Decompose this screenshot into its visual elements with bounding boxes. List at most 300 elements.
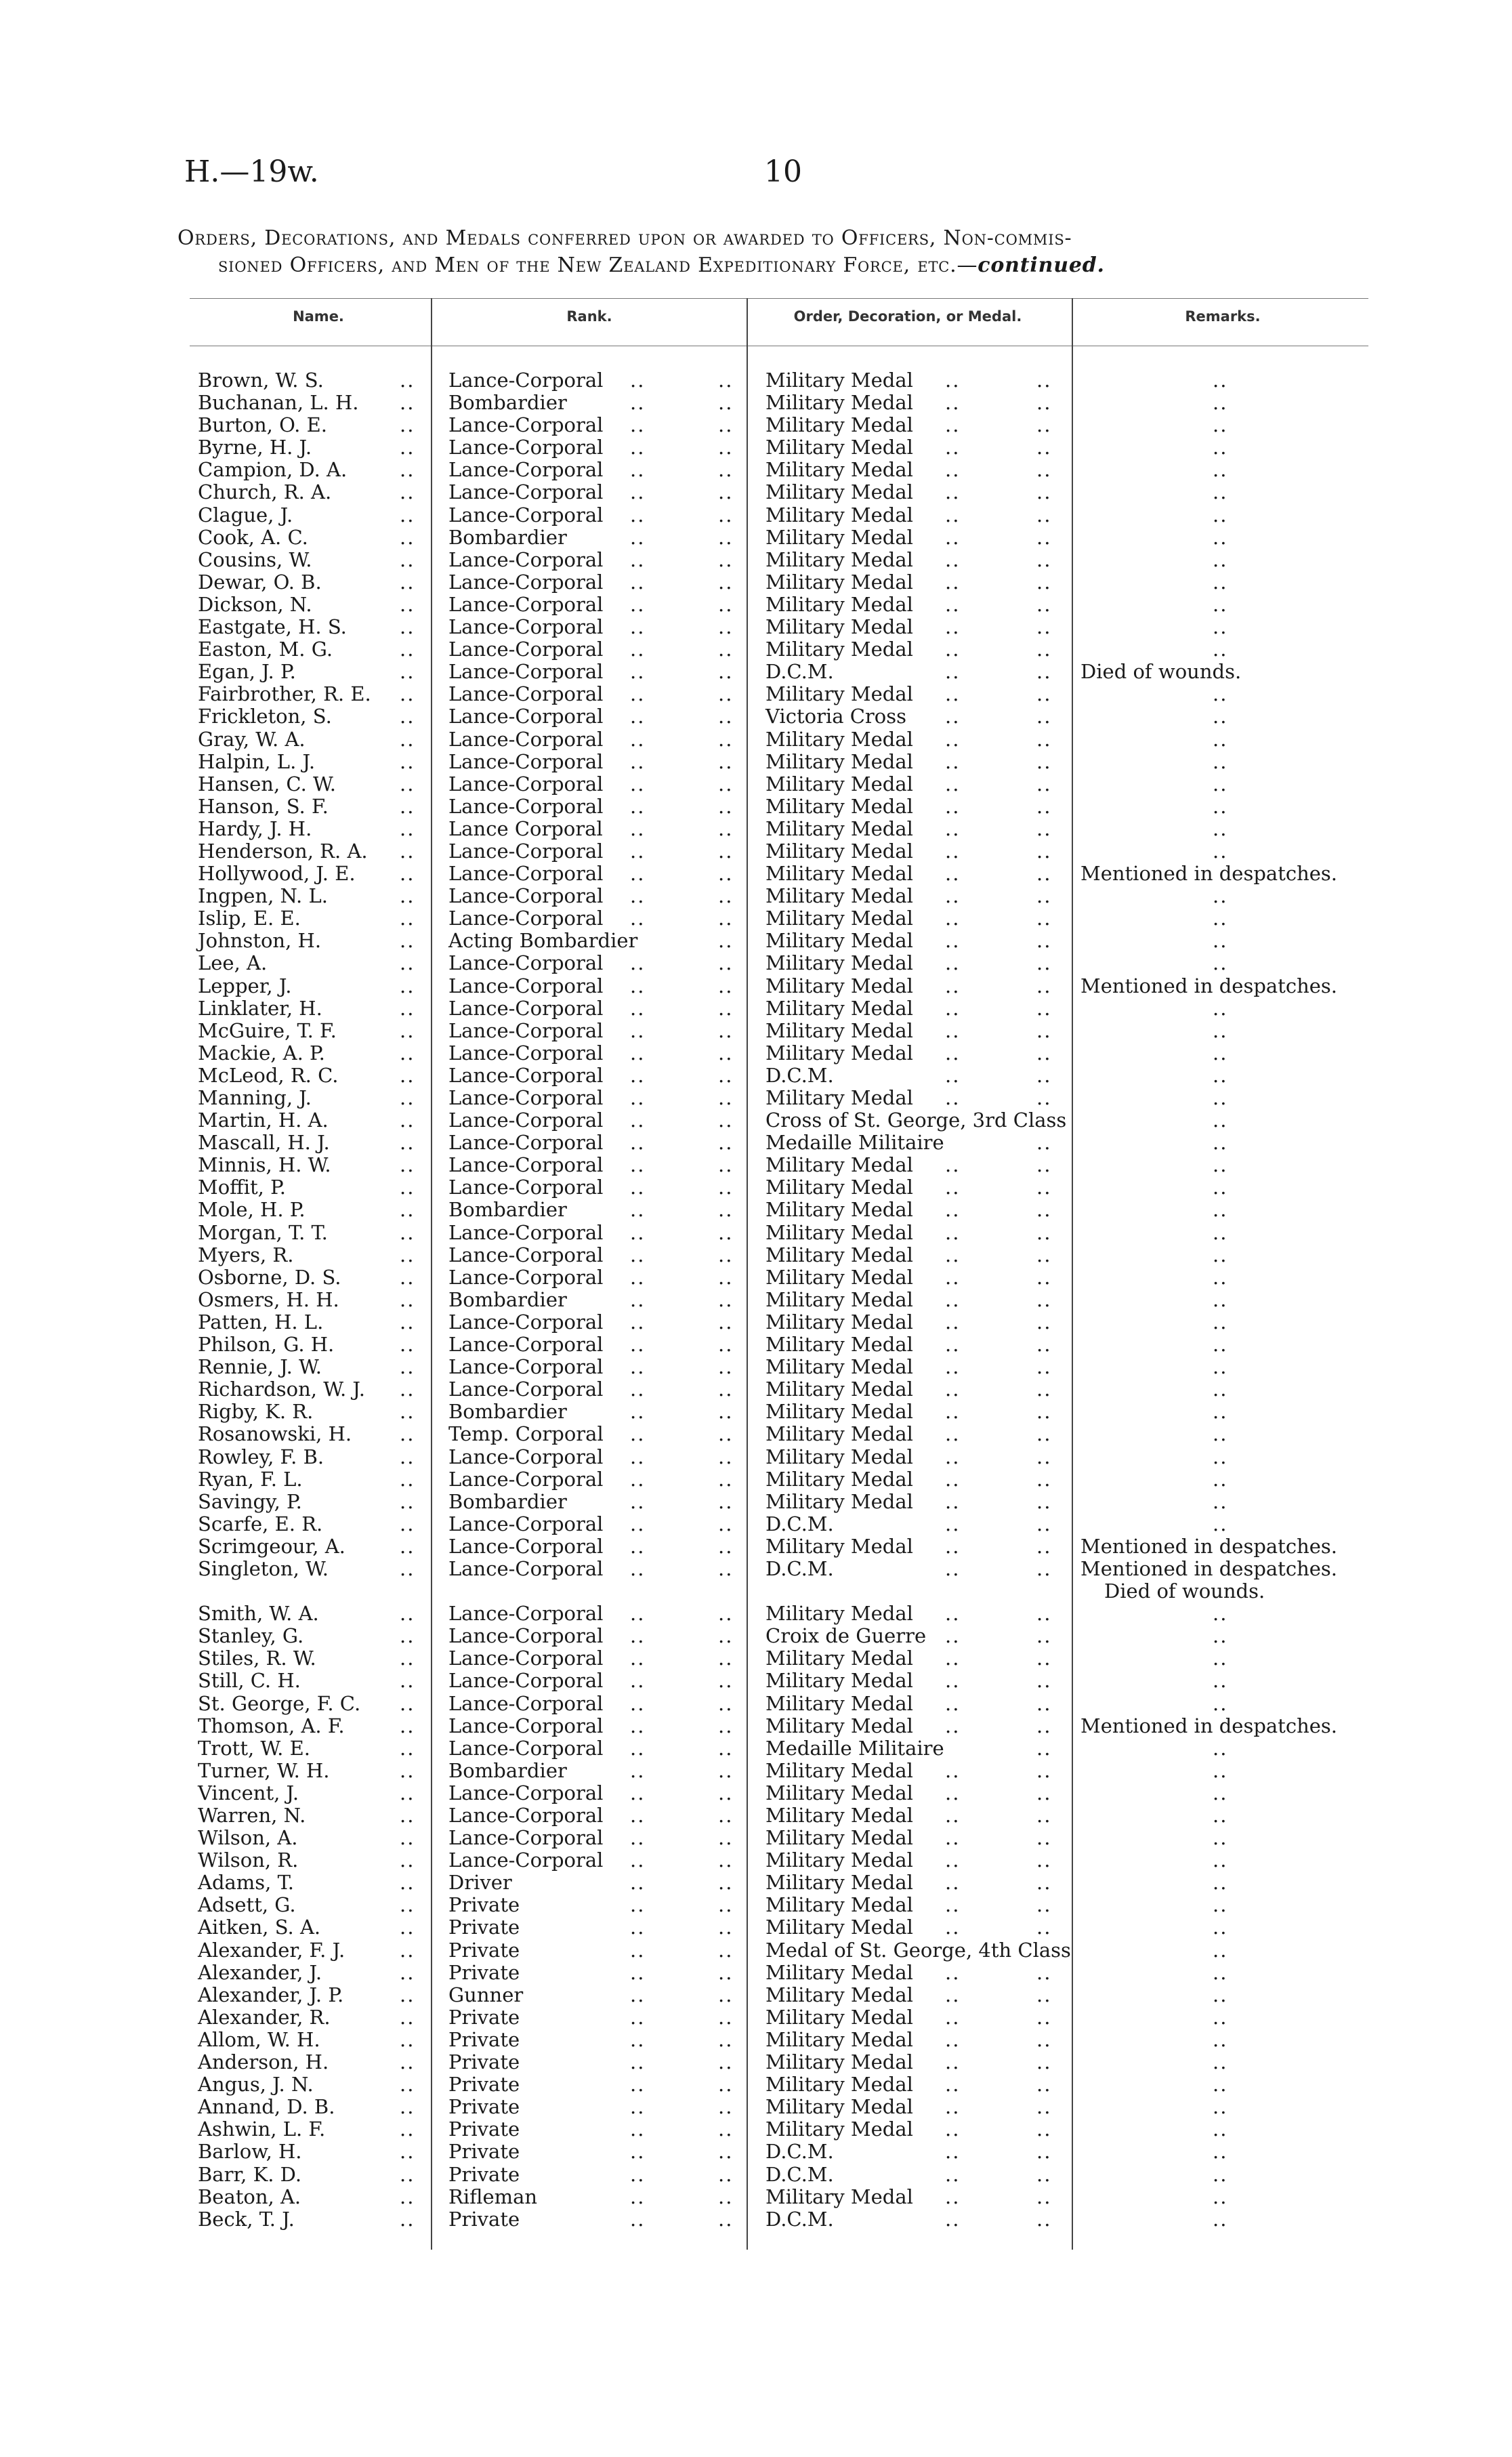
leader-dots: .. <box>718 1422 734 1446</box>
leader-dots: .. <box>1213 503 1228 526</box>
leader-dots: .. <box>718 2118 734 2141</box>
leader-dots: .. <box>1213 951 1228 975</box>
table-row <box>0 1715 1512 1737</box>
leader-dots: .. <box>400 974 415 997</box>
leader-dots: .. <box>1213 1287 1228 1311</box>
table-row <box>0 369 1512 392</box>
cell-rank: Lance-Corporal <box>448 1109 604 1132</box>
cell-name: Byrne, H. J. <box>198 436 312 459</box>
leader-dots: .. <box>400 862 415 886</box>
leader-dots: .. <box>630 996 646 1020</box>
leader-dots: .. <box>1036 480 1052 504</box>
leader-dots: .. <box>1036 1176 1052 1199</box>
table-row <box>0 2073 1512 2096</box>
leader-dots: .. <box>1036 2095 1052 2119</box>
cell-rank: Private <box>448 2027 520 2051</box>
leader-dots: .. <box>718 1265 734 1289</box>
leader-dots: .. <box>630 480 646 504</box>
table-row <box>0 1558 1512 1580</box>
leader-dots: .. <box>718 1041 734 1065</box>
cell-order: D.C.M. <box>765 1512 834 1535</box>
cell-remarks: Mentioned in despatches. <box>1080 1534 1338 1558</box>
table-row <box>0 840 1512 863</box>
leader-dots: .. <box>945 1602 961 1626</box>
leader-dots: .. <box>945 1758 961 1782</box>
cell-name: Alexander, R. <box>198 2005 331 2029</box>
table-row <box>0 1423 1512 1445</box>
leader-dots: .. <box>1213 391 1228 415</box>
cell-rank: Bombardier <box>448 1758 567 1782</box>
table-row <box>0 1356 1512 1378</box>
leader-dots: .. <box>400 1153 415 1177</box>
leader-dots: .. <box>945 1176 961 1199</box>
leader-dots: .. <box>1213 1758 1228 1782</box>
leader-dots: .. <box>400 1310 415 1334</box>
cell-rank: Lance-Corporal <box>448 1512 604 1535</box>
leader-dots: .. <box>945 391 961 415</box>
table-row <box>0 1244 1512 1266</box>
cell-rank: Lance-Corporal <box>448 1624 604 1648</box>
leader-dots: .. <box>630 951 646 975</box>
cell-order: Military Medal <box>765 1647 913 1670</box>
leader-dots: .. <box>718 839 734 863</box>
leader-dots: .. <box>630 2005 646 2029</box>
leader-dots: .. <box>1213 1310 1228 1334</box>
leader-dots: .. <box>630 1893 646 1917</box>
table-row <box>0 1804 1512 1827</box>
table-row <box>0 1378 1512 1401</box>
leader-dots: .. <box>945 1265 961 1289</box>
leader-dots: .. <box>1036 548 1052 571</box>
leader-dots: .. <box>400 772 415 796</box>
leader-dots: .. <box>718 1602 734 1626</box>
cell-rank: Gunner <box>448 1983 524 2006</box>
leader-dots: .. <box>1036 1624 1052 1648</box>
cell-rank: Lance-Corporal <box>448 1041 604 1065</box>
cell-name: Martin, H. A. <box>198 1109 329 1132</box>
table-row <box>0 1693 1512 1715</box>
leader-dots: .. <box>400 592 415 616</box>
leader-dots: .. <box>718 2095 734 2119</box>
leader-dots: .. <box>945 974 961 997</box>
leader-dots: .. <box>400 951 415 975</box>
cell-order: Military Medal <box>765 570 913 594</box>
table-row <box>0 2051 1512 2073</box>
leader-dots: .. <box>630 1220 646 1244</box>
cell-rank: Lance-Corporal <box>448 1691 604 1715</box>
cell-order: Military Medal <box>765 929 913 953</box>
cell-rank: Lance-Corporal <box>448 951 604 975</box>
leader-dots: .. <box>400 1556 415 1580</box>
leader-dots: .. <box>400 1938 415 1962</box>
column-header-rank: Rank. <box>566 308 612 325</box>
cell-name: Lee, A. <box>198 951 268 975</box>
cell-order: Military Medal <box>765 794 913 818</box>
cell-order: Military Medal <box>765 884 913 908</box>
table-row <box>0 638 1512 661</box>
leader-dots: .. <box>945 1220 961 1244</box>
table-row <box>0 2186 1512 2208</box>
leader-dots: .. <box>1036 1400 1052 1424</box>
leader-dots: .. <box>630 503 646 526</box>
leader-dots: .. <box>945 1400 961 1424</box>
leader-dots: .. <box>400 1960 415 1984</box>
leader-dots: .. <box>630 1467 646 1491</box>
table-row <box>0 930 1512 952</box>
leader-dots: .. <box>718 2005 734 2029</box>
cell-name: Hanson, S. F. <box>198 794 329 818</box>
title-continued: continued. <box>978 253 1105 277</box>
cell-name: Annand, D. B. <box>198 2095 335 2119</box>
leader-dots: .. <box>1036 2207 1052 2231</box>
cell-order: Military Medal <box>765 391 913 415</box>
table-row <box>0 1760 1512 1782</box>
leader-dots: .. <box>945 1916 961 1939</box>
leader-dots: .. <box>718 862 734 886</box>
cell-order: Military Medal <box>765 682 913 706</box>
leader-dots: .. <box>400 1400 415 1424</box>
leader-dots: .. <box>630 1018 646 1042</box>
leader-dots: .. <box>1036 369 1052 392</box>
leader-dots: .. <box>1036 839 1052 863</box>
leader-dots: .. <box>945 682 961 706</box>
cell-order: Military Medal <box>765 749 913 773</box>
cell-rank: Lance-Corporal <box>448 1534 604 1558</box>
leader-dots: .. <box>1036 727 1052 751</box>
cell-order: Military Medal <box>765 1220 913 1244</box>
leader-dots: .. <box>400 1018 415 1042</box>
cell-rank: Lance-Corporal <box>448 1018 604 1042</box>
cell-name: Singleton, W. <box>198 1556 329 1580</box>
table-row <box>0 885 1512 907</box>
cell-order: Military Medal <box>765 2118 913 2141</box>
leader-dots: .. <box>1213 2095 1228 2119</box>
cell-rank: Lance-Corporal <box>448 1176 604 1199</box>
leader-dots: .. <box>1036 682 1052 706</box>
leader-dots: .. <box>630 1602 646 1626</box>
leader-dots: .. <box>1036 996 1052 1020</box>
cell-name: Hollywood, J. E. <box>198 862 356 886</box>
leader-dots: .. <box>718 1871 734 1895</box>
leader-dots: .. <box>718 1445 734 1468</box>
cell-order: Military Medal <box>765 1669 913 1693</box>
leader-dots: .. <box>718 1512 734 1535</box>
table-row <box>0 1289 1512 1311</box>
column-header-order: Order, Decoration, or Medal. <box>793 308 1022 325</box>
leader-dots: .. <box>1036 638 1052 661</box>
cell-rank: Lance-Corporal <box>448 1265 604 1289</box>
table-row <box>0 1042 1512 1065</box>
cell-rank: Bombardier <box>448 391 567 415</box>
leader-dots: .. <box>1036 794 1052 818</box>
leader-dots: .. <box>400 1176 415 1199</box>
cell-rank: Lance-Corporal <box>448 996 604 1020</box>
cell-order: D.C.M. <box>765 2140 834 2164</box>
leader-dots: .. <box>945 1153 961 1177</box>
leader-dots: .. <box>945 548 961 571</box>
cell-name: Brown, W. S. <box>198 369 324 392</box>
cell-name: Church, R. A. <box>198 480 332 504</box>
cell-name: Linklater, H. <box>198 996 322 1020</box>
leader-dots: .. <box>630 1086 646 1109</box>
cell-rank: Lance-Corporal <box>448 862 604 886</box>
leader-dots: .. <box>1036 884 1052 908</box>
document-reference: H.—19w. <box>184 154 319 189</box>
leader-dots: .. <box>1036 749 1052 773</box>
table-row <box>0 459 1512 481</box>
cell-name: Rigby, K. R. <box>198 1400 314 1424</box>
cell-rank: Private <box>448 2050 520 2074</box>
cell-name: Minnis, H. W. <box>198 1153 331 1177</box>
leader-dots: .. <box>400 705 415 728</box>
cell-rank: Rifleman <box>448 2185 538 2208</box>
cell-order: Military Medal <box>765 2073 913 2097</box>
leader-dots: .. <box>400 413 415 437</box>
leader-dots: .. <box>1213 2185 1228 2208</box>
leader-dots: .. <box>718 1916 734 1939</box>
leader-dots: .. <box>630 1198 646 1222</box>
leader-dots: .. <box>718 772 734 796</box>
leader-dots: .. <box>1213 1086 1228 1109</box>
leader-dots: .. <box>718 727 734 751</box>
leader-dots: .. <box>630 862 646 886</box>
leader-dots: .. <box>630 660 646 684</box>
cell-name: Ryan, F. L. <box>198 1467 303 1491</box>
leader-dots: .. <box>718 1849 734 1872</box>
cell-rank: Lance-Corporal <box>448 480 604 504</box>
table-row <box>0 436 1512 459</box>
cell-order: Military Medal <box>765 839 913 863</box>
leader-dots: .. <box>718 1131 734 1155</box>
cell-name: Egan, J. P. <box>198 660 296 684</box>
leader-dots: .. <box>1213 1153 1228 1177</box>
leader-dots: .. <box>630 2207 646 2231</box>
leader-dots: .. <box>718 1556 734 1580</box>
cell-name: Stiles, R. W. <box>198 1647 316 1670</box>
leader-dots: .. <box>1036 1602 1052 1626</box>
cell-rank: Private <box>448 1916 520 1939</box>
leader-dots: .. <box>1213 2050 1228 2074</box>
cell-name: Wilson, R. <box>198 1849 299 1872</box>
cell-rank: Private <box>448 1960 520 1984</box>
table-row <box>0 1065 1512 1087</box>
table-row <box>0 549 1512 571</box>
leader-dots: .. <box>1213 1960 1228 1984</box>
leader-dots: .. <box>400 1781 415 1804</box>
cell-order: Military Medal <box>765 1243 913 1266</box>
leader-dots: .. <box>400 2185 415 2208</box>
cell-order: Cross of St. George, 3rd Class <box>765 1109 1067 1132</box>
table-row <box>0 392 1512 414</box>
leader-dots: .. <box>400 1378 415 1401</box>
leader-dots: .. <box>630 1333 646 1357</box>
cell-rank: Lance-Corporal <box>448 1602 604 1626</box>
leader-dots: .. <box>945 369 961 392</box>
leader-dots: .. <box>718 503 734 526</box>
leader-dots: .. <box>1036 772 1052 796</box>
leader-dots: .. <box>630 1804 646 1827</box>
table-top-rule <box>190 298 1368 299</box>
leader-dots: .. <box>1213 2027 1228 2051</box>
leader-dots: .. <box>718 548 734 571</box>
cell-name: Osborne, D. S. <box>198 1265 341 1289</box>
cell-rank: Bombardier <box>448 1489 567 1513</box>
cell-name: Ashwin, L. F. <box>198 2118 326 2141</box>
leader-dots: .. <box>1036 2050 1052 2074</box>
leader-dots: .. <box>1213 2118 1228 2141</box>
cell-remarks: Mentioned in despatches. <box>1080 1714 1338 1737</box>
leader-dots: .. <box>630 1849 646 1872</box>
cell-name: Allom, W. H. <box>198 2027 320 2051</box>
cell-order: Military Medal <box>765 1018 913 1042</box>
cell-name: Wilson, A. <box>198 1826 298 1850</box>
table-row <box>0 1020 1512 1042</box>
table-row <box>0 1334 1512 1356</box>
cell-rank: Lance-Corporal <box>448 1378 604 1401</box>
leader-dots: .. <box>945 1669 961 1693</box>
cell-remarks: Died of wounds. <box>1080 660 1242 684</box>
cell-name: Alexander, J. <box>198 1960 322 1984</box>
cell-order: Military Medal <box>765 996 913 1020</box>
leader-dots: .. <box>630 1512 646 1535</box>
leader-dots: .. <box>718 1018 734 1042</box>
cell-rank: Bombardier <box>448 1198 567 1222</box>
cell-rank: Lance-Corporal <box>448 974 604 997</box>
leader-dots: .. <box>718 480 734 504</box>
leader-dots: .. <box>945 1781 961 1804</box>
leader-dots: .. <box>1213 1669 1228 1693</box>
leader-dots: .. <box>718 525 734 549</box>
cell-name: Turner, W. H. <box>198 1758 330 1782</box>
leader-dots: .. <box>718 951 734 975</box>
leader-dots: .. <box>1036 951 1052 975</box>
cell-rank: Lance-Corporal <box>448 727 604 751</box>
leader-dots: .. <box>1213 839 1228 863</box>
leader-dots: .. <box>1213 1871 1228 1895</box>
cell-rank: Lance-Corporal <box>448 1131 604 1155</box>
table-row <box>0 1222 1512 1244</box>
cell-order: Military Medal <box>765 1400 913 1424</box>
title-line-1: Orders, Decorations, and Medals conferred upon or awarded to Officers, Non-commis- <box>177 226 1072 250</box>
table-row <box>0 1491 1512 1513</box>
leader-dots: .. <box>1213 592 1228 616</box>
leader-dots: .. <box>945 1445 961 1468</box>
table-row <box>0 2096 1512 2118</box>
leader-dots: .. <box>1213 1445 1228 1468</box>
table-row <box>0 773 1512 796</box>
leader-dots: .. <box>1213 1355 1228 1379</box>
leader-dots: .. <box>630 772 646 796</box>
cell-name: McLeod, R. C. <box>198 1063 339 1087</box>
leader-dots: .. <box>1213 1893 1228 1917</box>
leader-dots: .. <box>630 2140 646 2164</box>
cell-rank: Lance-Corporal <box>448 1063 604 1087</box>
leader-dots: .. <box>1036 1041 1052 1065</box>
leader-dots: .. <box>400 1826 415 1850</box>
leader-dots: .. <box>400 1198 415 1222</box>
cell-order: Military Medal <box>765 1758 913 1782</box>
cell-rank: Private <box>448 2005 520 2029</box>
leader-dots: .. <box>718 1624 734 1648</box>
cell-name: Adsett, G. <box>198 1893 296 1917</box>
cell-name: Manning, J. <box>198 1086 312 1109</box>
table-row <box>0 1827 1512 1849</box>
leader-dots: .. <box>1213 413 1228 437</box>
leader-dots: .. <box>400 1041 415 1065</box>
leader-dots: .. <box>1036 1893 1052 1917</box>
cell-name: Alexander, F. J. <box>198 1938 345 1962</box>
leader-dots: .. <box>945 1287 961 1311</box>
leader-dots: .. <box>718 1063 734 1087</box>
leader-dots: .. <box>1036 1916 1052 1939</box>
cell-name: Campion, D. A. <box>198 458 348 482</box>
cell-name: Thomson, A. F. <box>198 1714 345 1737</box>
cell-order: Medal of St. George, 4th Class <box>765 1938 1071 1962</box>
leader-dots: .. <box>1213 1063 1228 1087</box>
leader-dots: .. <box>1213 1333 1228 1357</box>
leader-dots: .. <box>630 1669 646 1693</box>
leader-dots: .. <box>945 2073 961 2097</box>
leader-dots: .. <box>1036 974 1052 997</box>
table-row <box>0 1782 1512 1804</box>
cell-rank: Lance-Corporal <box>448 1086 604 1109</box>
leader-dots: .. <box>945 1647 961 1670</box>
table-row <box>0 1984 1512 2006</box>
leader-dots: .. <box>718 1826 734 1850</box>
leader-dots: .. <box>1036 1736 1052 1760</box>
leader-dots: .. <box>1213 1691 1228 1715</box>
leader-dots: .. <box>1036 1804 1052 1827</box>
cell-name: Clague, J. <box>198 503 293 526</box>
leader-dots: .. <box>718 2207 734 2231</box>
leader-dots: .. <box>400 1109 415 1132</box>
leader-dots: .. <box>718 1893 734 1917</box>
table-row <box>0 1446 1512 1468</box>
cell-name: Alexander, J. P. <box>198 1983 344 2006</box>
leader-dots: .. <box>400 480 415 504</box>
leader-dots: .. <box>1213 638 1228 661</box>
leader-dots: .. <box>630 2073 646 2097</box>
leader-dots: .. <box>718 413 734 437</box>
cell-rank: Lance-Corporal <box>448 1849 604 1872</box>
table-row <box>0 683 1512 705</box>
leader-dots: .. <box>1036 1422 1052 1446</box>
cell-order: Victoria Cross <box>765 705 906 728</box>
leader-dots: .. <box>945 1086 961 1109</box>
cell-rank: Lance-Corporal <box>448 1310 604 1334</box>
cell-rank: Lance-Corporal <box>448 1243 604 1266</box>
leader-dots: .. <box>1213 570 1228 594</box>
cell-name: Dickson, N. <box>198 592 312 616</box>
table-row <box>0 2118 1512 2141</box>
leader-dots: .. <box>1036 1153 1052 1177</box>
leader-dots: .. <box>630 1556 646 1580</box>
leader-dots: .. <box>400 2162 415 2186</box>
leader-dots: .. <box>1036 1063 1052 1087</box>
leader-dots: .. <box>1213 1489 1228 1513</box>
cell-name: Angus, J. N. <box>198 2073 314 2097</box>
cell-rank: Lance-Corporal <box>448 839 604 863</box>
table-row <box>0 1132 1512 1154</box>
cell-order: Military Medal <box>765 1849 913 1872</box>
leader-dots: .. <box>945 2118 961 2141</box>
leader-dots: .. <box>1036 1849 1052 1872</box>
leader-dots: .. <box>400 2050 415 2074</box>
cell-rank: Lance-Corporal <box>448 1714 604 1737</box>
leader-dots: .. <box>1036 1131 1052 1155</box>
leader-dots: .. <box>718 1355 734 1379</box>
cell-rank: Private <box>448 2162 520 2186</box>
